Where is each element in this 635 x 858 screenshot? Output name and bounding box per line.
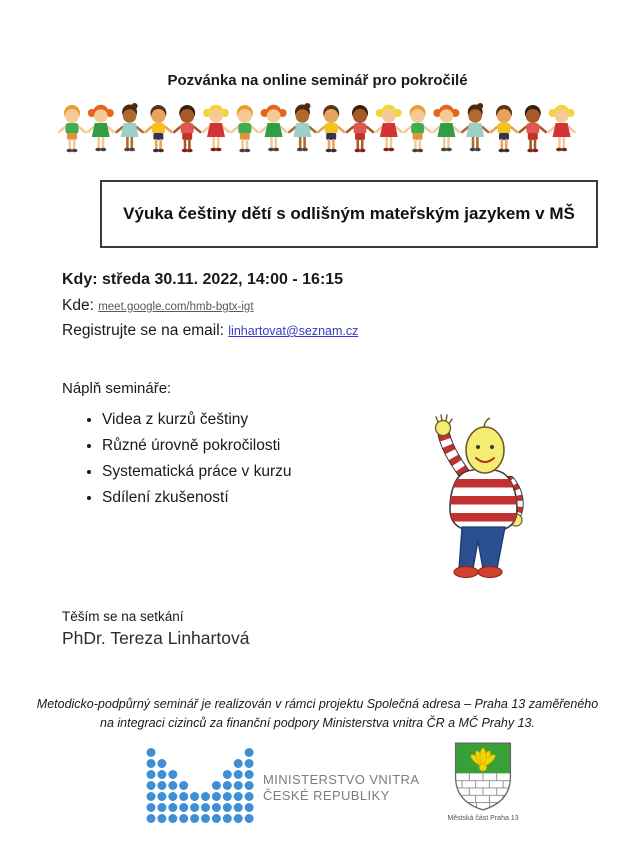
ministry-logo-icon [146, 747, 254, 825]
agenda-item: • Systematická práce v kurzu [102, 459, 292, 485]
where-label: Kde: [62, 297, 94, 314]
coat-of-arms-icon [451, 740, 515, 814]
waving-mascot-icon [428, 411, 528, 583]
project-note-line2: na integraci cizinců za finanční podpory Ministerstva vnitra ČR a MČ Prahy 13. [100, 716, 535, 730]
ministry-name [263, 772, 419, 804]
register-label: Registrujte se na email: [62, 322, 224, 339]
registration-email-link[interactable]: linhartovat@seznam.cz [228, 324, 359, 338]
seminar-date-line: Kdy: středa 30.11. 2022, 14:00 - 16:15 [62, 271, 344, 288]
meet-link[interactable]: meet.google.com/hmb-bgtx-igt [98, 301, 254, 313]
praha13-coat-of-arms [446, 740, 520, 822]
agenda-item: • Videa z kurzů češtiny [102, 407, 292, 433]
organizer-name: PhDr. Tereza Linhartová [62, 628, 250, 648]
children-holding-hands-icon [58, 101, 577, 163]
seminar-title: Výuka češtiny dětí s odlišným mateřským jazykem v MŠ [123, 204, 575, 223]
agenda-item: • Sdílení zkušeností [102, 485, 292, 511]
ministry-name-line1: MINISTERSTVO VNITRA [263, 772, 420, 787]
project-note-line1: Metodicko-podpůrný seminář je realizován v rámci projektu Společná adresa – Praha 13 zaměřeného [36, 697, 599, 711]
project-note [0, 695, 635, 733]
seminar-title-box [100, 180, 598, 248]
coat-of-arms-caption: Městská část Praha 13 [447, 815, 519, 822]
agenda-heading: Náplň semináře: [62, 380, 172, 397]
agenda-list [80, 407, 292, 511]
ministry-name-line2: ČESKÉ REPUBLIKY [263, 788, 390, 803]
registration-line [62, 322, 358, 340]
closing-line: Těším se na setkání [62, 609, 184, 624]
page-title: Pozvánka na online seminář pro pokročilé [167, 72, 468, 89]
agenda-item: • Různé úrovně pokročilosti [102, 433, 292, 459]
seminar-location-line [62, 297, 254, 315]
